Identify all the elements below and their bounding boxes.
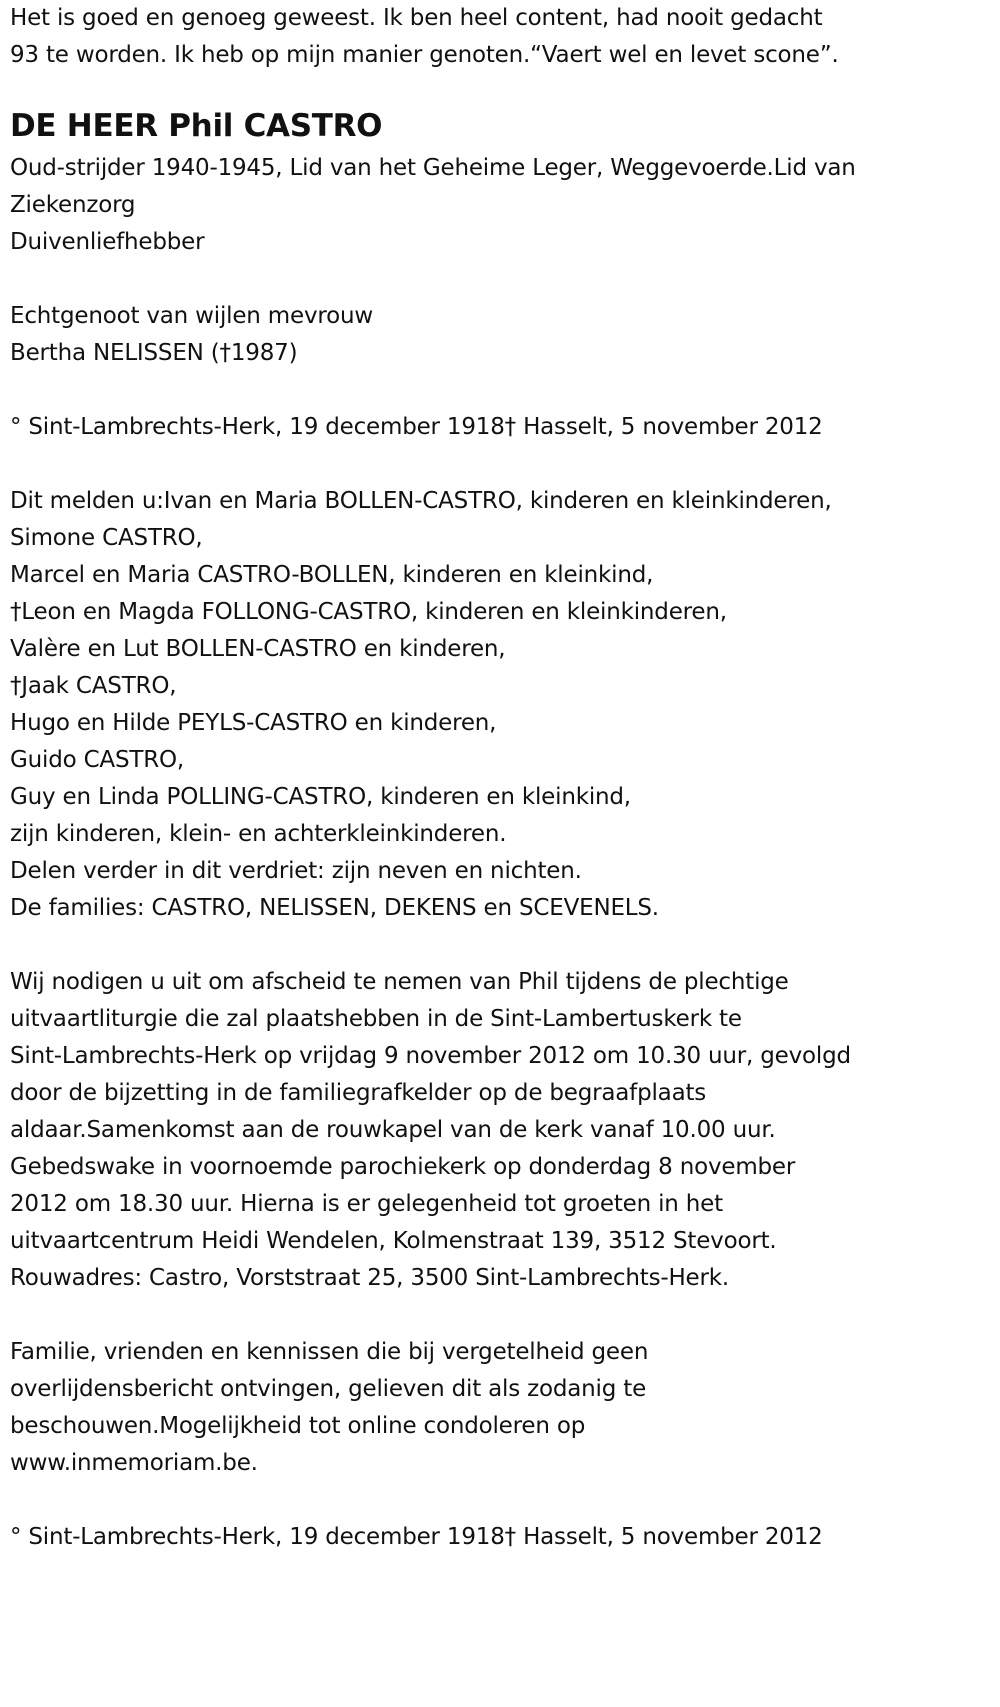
- family-line: De families: CASTRO, NELISSEN, DEKENS en SCEVENELS.: [10, 895, 659, 921]
- spacer: [10, 74, 1000, 100]
- ceremony-line: uitvaartcentrum Heidi Wendelen, Kolmenstraat 139, 3512 Stevoort.: [10, 1228, 777, 1254]
- obituary-document: [10, 0, 1000, 1556]
- birth-death-dates: ° Sint-Lambrechts-Herk, 19 december 1918† Hasselt, 5 november 2012: [10, 414, 823, 440]
- family-line: Marcel en Maria CASTRO-BOLLEN, kinderen en kleinkind,: [10, 562, 654, 588]
- notice-line: www.inmemoriam.be.: [10, 1450, 258, 1476]
- family-block: [10, 483, 1000, 927]
- spacer: [10, 1482, 1000, 1519]
- spacer: [10, 446, 1000, 483]
- spacer: [10, 1297, 1000, 1334]
- family-line: Simone CASTRO,: [10, 525, 203, 551]
- ceremony-line: Sint-Lambrechts-Herk op vrijdag 9 november 2012 om 10.30 uur, gevolgd: [10, 1043, 851, 1069]
- family-line: Guy en Linda POLLING-CASTRO, kinderen en kleinkind,: [10, 784, 631, 810]
- family-line: †Jaak CASTRO,: [10, 673, 177, 699]
- ceremony-line: aldaar.Samenkomst aan de rouwkapel van de kerk vanaf 10.00 uur.: [10, 1117, 776, 1143]
- ceremony-line: Wij nodigen u uit om afscheid te nemen van Phil tijdens de plechtige: [10, 969, 789, 995]
- family-line: Guido CASTRO,: [10, 747, 185, 773]
- spacer: [10, 372, 1000, 409]
- titles-block: [10, 150, 1000, 261]
- intro-line: Het is goed en genoeg geweest. Ik ben heel content, had nooit gedacht: [10, 5, 823, 31]
- spouse-line: Echtgenoot van wijlen mevrouw: [10, 303, 373, 329]
- family-line: zijn kinderen, klein- en achterkleinkinderen.: [10, 821, 507, 847]
- spacer: [10, 927, 1000, 964]
- intro-quote: [10, 0, 1000, 74]
- family-line: Delen verder in dit verdriet: zijn neven en nichten.: [10, 858, 582, 884]
- ceremony-line: 2012 om 18.30 uur. Hierna is er gelegenheid tot groeten in het: [10, 1191, 723, 1217]
- ceremony-line: uitvaartliturgie die zal plaatshebben in de Sint-Lambertuskerk te: [10, 1006, 742, 1032]
- spacer: [10, 261, 1000, 298]
- spouse-line: Bertha NELISSEN (†1987): [10, 340, 298, 366]
- intro-line: 93 te worden. Ik heb op mijn manier genoten.“Vaert wel en levet scone”.: [10, 42, 839, 68]
- family-line: Hugo en Hilde PEYLS-CASTRO en kinderen,: [10, 710, 497, 736]
- footer-birth-death-dates: ° Sint-Lambrechts-Herk, 19 december 1918† Hasselt, 5 november 2012: [10, 1524, 823, 1550]
- deceased-name-title: DE HEER Phil CASTRO: [10, 108, 383, 144]
- notice-block: [10, 1334, 1000, 1482]
- ceremony-line: door de bijzetting in de familiegrafkelder op de begraafplaats: [10, 1080, 707, 1106]
- ceremony-block: [10, 964, 1000, 1297]
- ceremony-line: Rouwadres: Castro, Vorststraat 25, 3500 Sint-Lambrechts-Herk.: [10, 1265, 729, 1291]
- notice-line: overlijdensbericht ontvingen, gelieven dit als zodanig te: [10, 1376, 647, 1402]
- ceremony-line: Gebedswake in voornoemde parochiekerk op donderdag 8 november: [10, 1154, 796, 1180]
- family-line: Valère en Lut BOLLEN-CASTRO en kinderen,: [10, 636, 506, 662]
- titles-line: Duivenliefhebber: [10, 229, 205, 255]
- family-line: †Leon en Magda FOLLONG-CASTRO, kinderen en kleinkinderen,: [10, 599, 727, 625]
- notice-line: beschouwen.Mogelijkheid tot online condoleren op: [10, 1413, 586, 1439]
- spouse-block: [10, 298, 1000, 372]
- titles-line: Oud-strijder 1940-1945, Lid van het Geheime Leger, Weggevoerde.Lid van: [10, 155, 856, 181]
- titles-line: Ziekenzorg: [10, 192, 136, 218]
- family-line: Dit melden u:Ivan en Maria BOLLEN-CASTRO, kinderen en kleinkinderen,: [10, 488, 832, 514]
- notice-line: Familie, vrienden en kennissen die bij vergetelheid geen: [10, 1339, 649, 1365]
